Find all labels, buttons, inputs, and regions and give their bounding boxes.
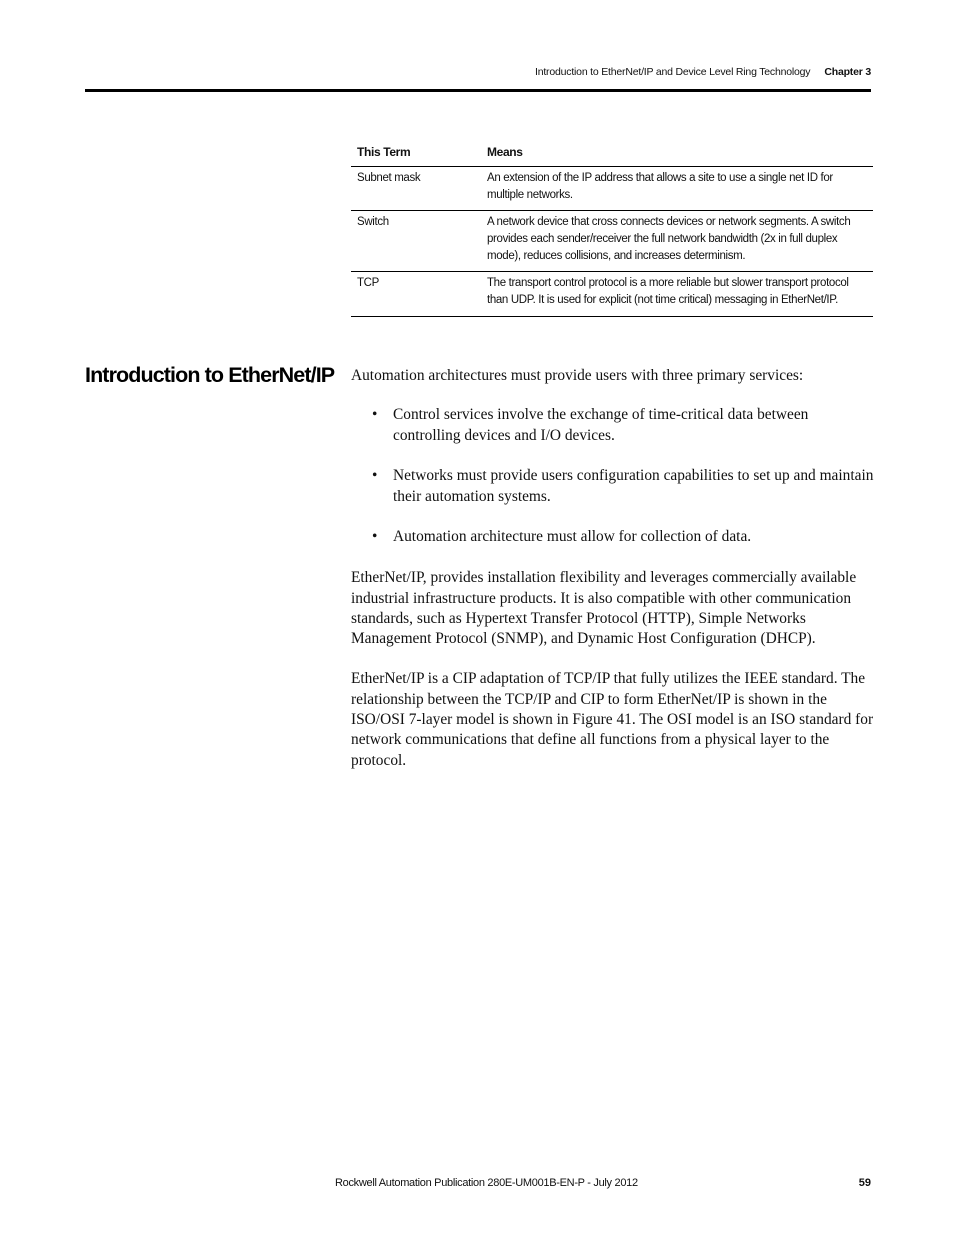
list-item xyxy=(351,405,875,446)
list-item-text: Automation architecture must allow for collection of data. xyxy=(393,528,752,546)
chapter-label: Chapter 3 xyxy=(824,66,871,78)
intro-paragraph: Automation architectures must provide users with three primary services: xyxy=(351,367,804,384)
body-paragraph: EtherNet/IP, provides installation flexibility and leverages commercially available industrial infrastructure products. It is also compatible with other communication standards, such as Hypertext Transfer Protocol (HTTP), Simple Networks Management Protocol (SNMP), and Dynamic Host Configuration (DHCP). xyxy=(351,569,857,648)
body-paragraph: EtherNet/IP is a CIP adaptation of TCP/IP that fully utilizes the IEEE standard. The relationship between the TCP/IP and CIP to form EtherNet/IP is shown in the ISO/OSI 7-layer model is shown in Figure 41. The OSI model is an ISO standard for network communications that define all functions from a physical layer to the protocol. xyxy=(351,670,874,769)
meaning-cell: The transport control protocol is a more reliable but slower transport protocol than UDP. It is used for explicit (not time critical) messaging in EtherNet/IP. xyxy=(481,272,873,317)
section-body xyxy=(351,366,875,771)
table-row xyxy=(351,211,873,272)
table-header-row xyxy=(351,140,873,167)
column-header-means: Means xyxy=(481,140,873,167)
section-heading: Introduction to EtherNet/IP xyxy=(85,363,335,387)
term-cell: Subnet mask xyxy=(351,167,481,211)
services-list xyxy=(351,405,875,547)
list-item-text: Control services involve the exchange of time-critical data between controlling devices and I/O devices. xyxy=(393,406,809,444)
header-title: Introduction to EtherNet/IP and Device Level Ring Technology xyxy=(534,66,811,78)
page-number: 59 xyxy=(858,1177,871,1189)
header-rule xyxy=(85,89,871,92)
list-item xyxy=(351,466,875,507)
running-header xyxy=(535,66,871,78)
bullet-symbol: • xyxy=(372,528,378,546)
bullet-symbol: • xyxy=(372,467,378,485)
term-cell: TCP xyxy=(351,272,481,317)
meaning-cell: A network device that cross connects devices or network segments. A switch provides each sender/receiver the full network bandwidth (2x in full duplex mode), reduces collisions, and increases determinism. xyxy=(481,211,873,272)
meaning-cell: An extension of the IP address that allows a site to use a single net ID for multiple networks. xyxy=(481,167,873,211)
bullet-symbol: • xyxy=(372,406,378,424)
table-row xyxy=(351,167,873,211)
table-row xyxy=(351,272,873,317)
footer-publication: Rockwell Automation Publication 280E-UM001B-EN-P - July 2012 xyxy=(335,1177,638,1189)
list-item xyxy=(351,527,875,547)
terms-table xyxy=(351,140,873,317)
column-header-term: This Term xyxy=(351,140,481,167)
list-item-text: Networks must provide users configuration capabilities to set up and maintain their automation systems. xyxy=(393,467,874,505)
term-cell: Switch xyxy=(351,211,481,272)
